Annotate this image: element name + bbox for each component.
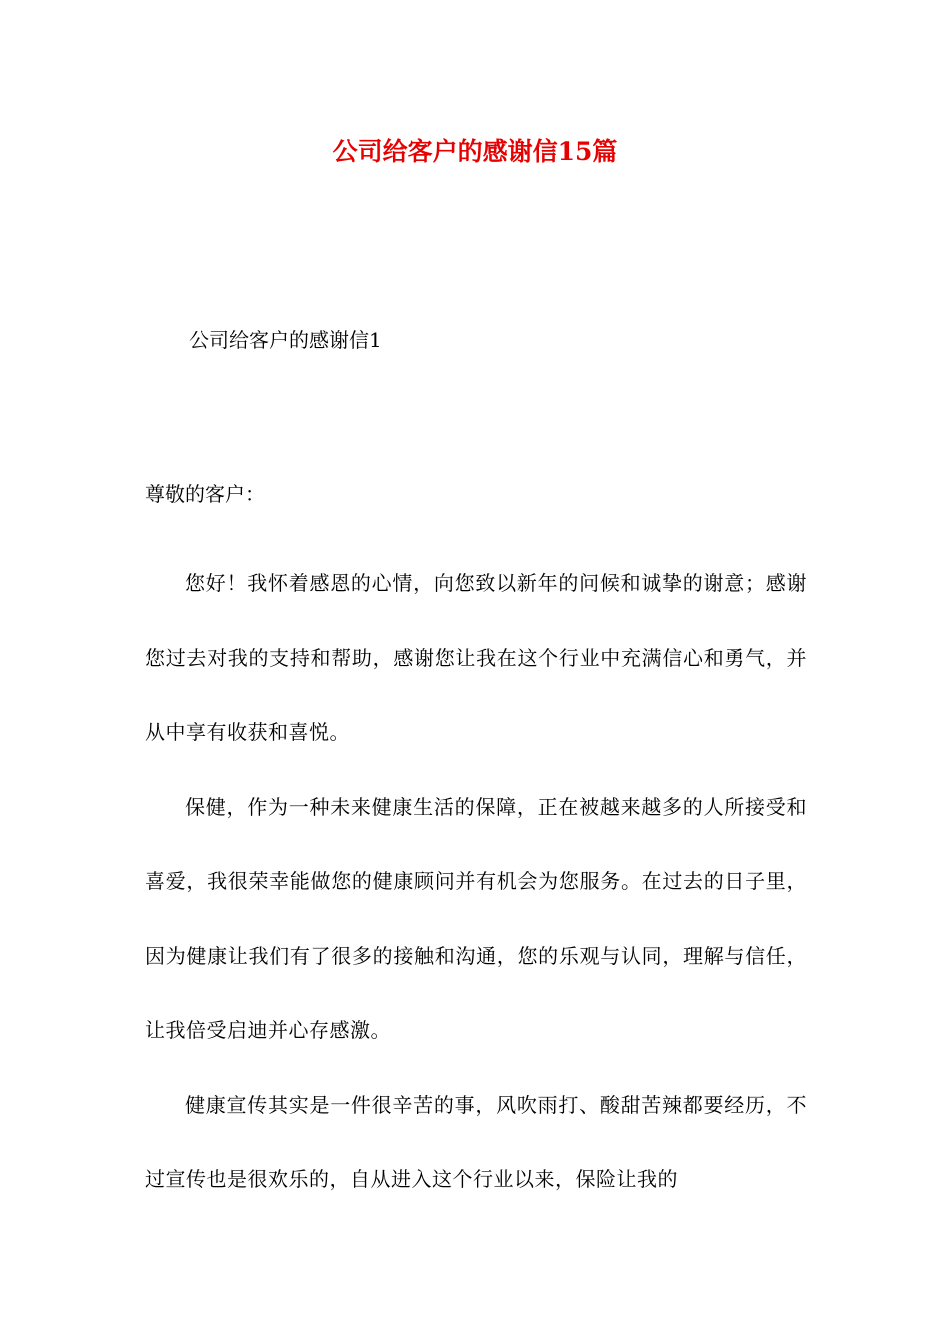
paragraph: 健康宣传其实是一件很辛苦的事，风吹雨打、酸甜苦辣都要经历，不过宣传也是很欢乐的，自从进入这个行业以来，保险让我的 [145, 1092, 807, 1191]
letter-body [145, 546, 807, 1217]
salutation: 尊敬的客户： [145, 482, 265, 506]
paragraph: 保健，作为一种未来健康生活的保障，正在被越来越多的人所接受和喜爱，我很荣幸能做您的健康顾问并有机会为您服务。在过去的日子里，因为健康让我们有了很多的接触和沟通，您的乐观与认同，理解与信任，让我倍受启迪并心存感激。 [145, 794, 807, 1042]
section-heading: 公司给客户的感谢信1 [189, 328, 382, 352]
paragraph: 您好！我怀着感恩的心情，向您致以新年的问候和诚挚的谢意；感谢您过去对我的支持和帮助，感谢您让我在这个行业中充满信心和勇气，并从中享有收获和喜悦。 [145, 571, 807, 744]
document-title: 公司给客户的感谢信15篇 [332, 137, 618, 166]
